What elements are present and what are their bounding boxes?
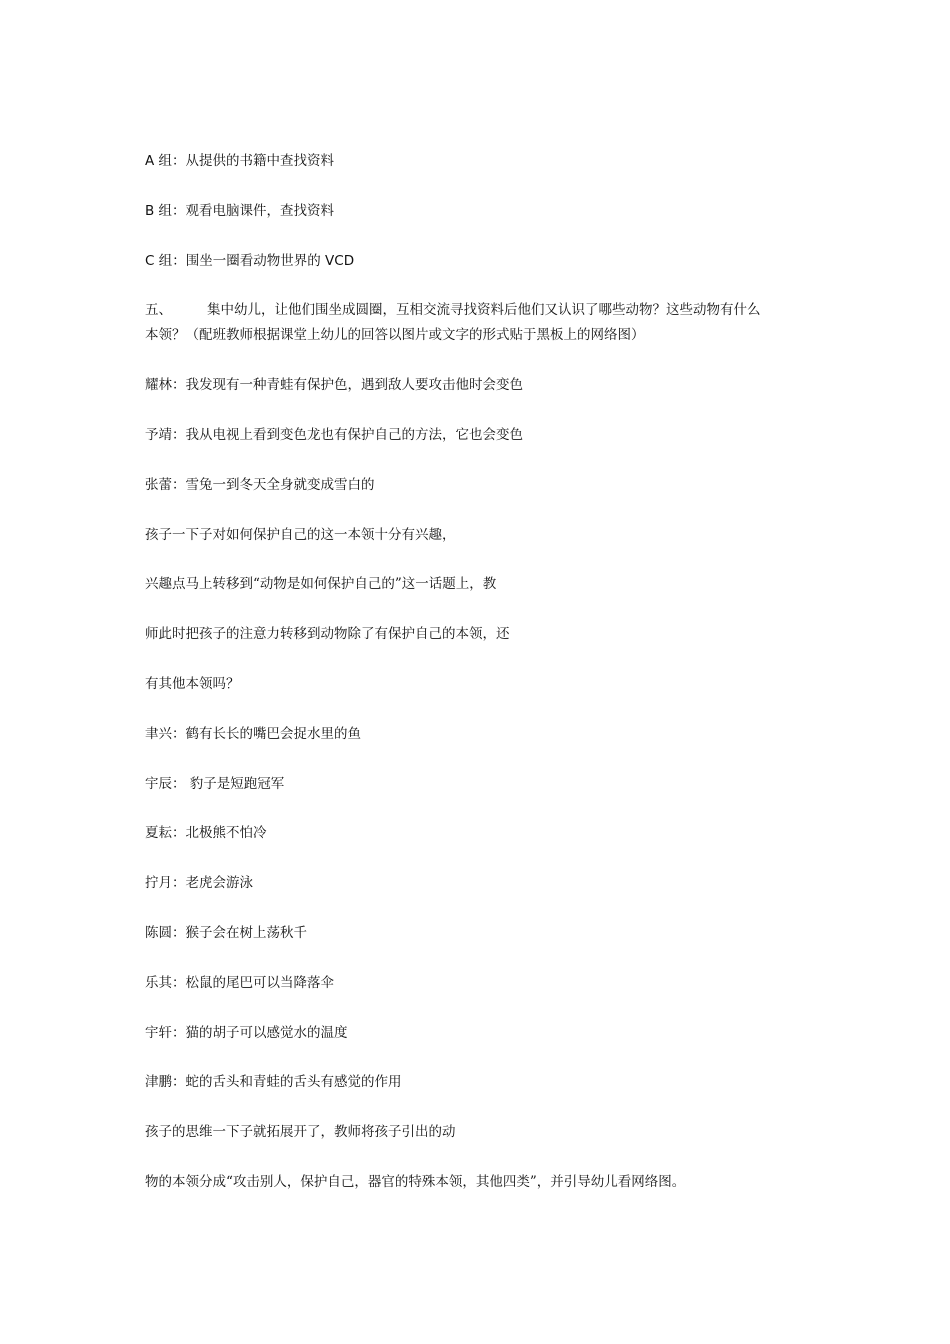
body-line: 聿兴：鹤有长长的嘴巴会捉水里的鱼 [145,726,361,742]
body-line: 孩子的思维一下子就拓展开了，教师将孩子引出的动 [145,1124,456,1140]
section-five-line-2: 本领？（配班教师根据课堂上幼儿的回答以图片或文字的形式贴于黑板上的网络图） [145,327,645,343]
group-b-line [145,202,334,220]
body-line: 张蕾：雪兔一到冬天全身就变成雪白的 [145,477,375,493]
group-c-line [145,252,354,270]
group-c-label: C [145,253,155,269]
section-five-paragraph [145,298,810,348]
body-line: 孩子一下子对如何保护自己的这一本领十分有兴趣， [145,527,456,543]
body-line: 陈圆：猴子会在树上荡秋千 [145,925,307,941]
body-line: 拧月：老虎会游泳 [145,875,253,891]
body-line: 有其他本领吗？ [145,676,240,692]
body-line: 兴趣点马上转移到“动物是如何保护自己的”这一话题上，教 [145,576,497,592]
body-line: 予靖：我从电视上看到变色龙也有保护自己的方法，它也会变色 [145,427,523,443]
body-line: 乐其：松鼠的尾巴可以当降落伞 [145,975,334,991]
body-line: 宇轩：猫的胡子可以感觉水的温度 [145,1025,348,1041]
section-five-text-1: 集中幼儿，让他们围坐成圆圈，互相交流寻找资料后他们又认识了哪些动物？这些动物有什么 [207,302,761,318]
section-five-line-1 [145,298,810,323]
group-b-text: 组：观看电脑课件，查找资料 [154,203,335,219]
group-c-text: 组：围坐一圈看动物世界的 [154,253,326,269]
body-line: 物的本领分成“攻击别人，保护自己，器官的特殊本领，其他四类”，并引导幼儿看网络图。 [145,1174,686,1190]
group-a-text: 组：从提供的书籍中查找资料 [154,153,335,169]
group-b-label: B [145,203,155,219]
group-a-line [145,152,334,170]
group-a-label: A [145,153,155,169]
section-five-number: 五、 [145,302,172,318]
group-c-vcd: VCD [325,253,355,269]
body-line: 夏耘：北极熊不怕冷 [145,825,267,841]
body-line: 津鹏：蛇的舌头和青蛙的舌头有感觉的作用 [145,1074,402,1090]
body-line: 师此时把孩子的注意力转移到动物除了有保护自己的本领，还 [145,626,510,642]
body-line: 耀林：我发现有一种青蛙有保护色，遇到敌人要攻击他时会变色 [145,377,523,393]
body-line: 宇辰： 豹子是短跑冠军 [145,776,285,792]
